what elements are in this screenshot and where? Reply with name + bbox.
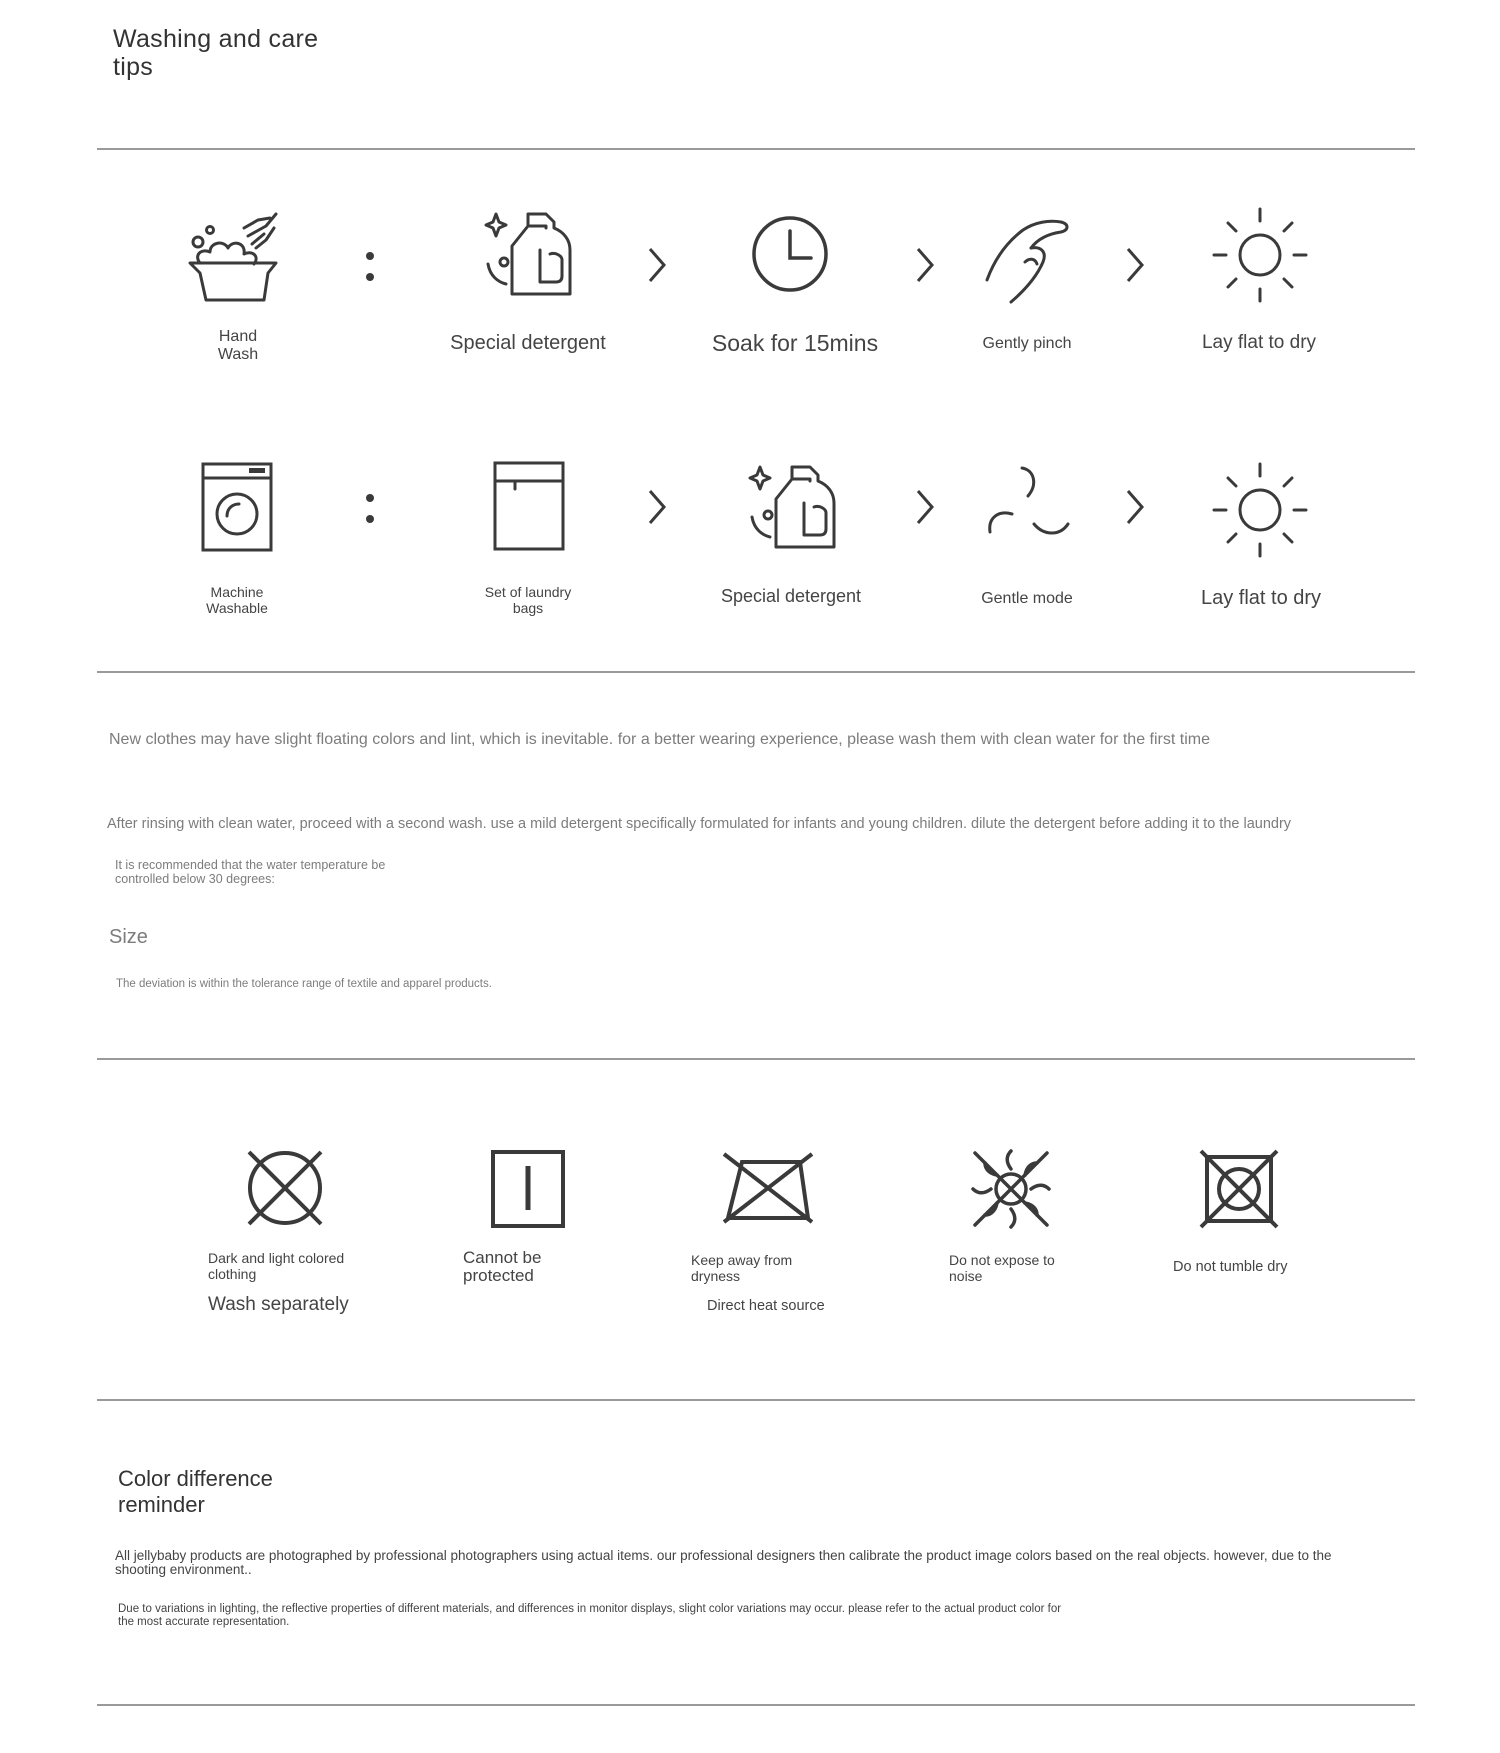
- page-title: Washing and care tips: [113, 25, 319, 81]
- chevron-right-icon: [916, 247, 934, 283]
- divider: [97, 1704, 1415, 1706]
- hand-wash-basin-icon: [188, 208, 288, 303]
- care-label: Do not expose to noise: [949, 1252, 1055, 1284]
- detergent-bottle-icon: [748, 459, 838, 551]
- color-reminder-title: Color difference reminder: [118, 1466, 273, 1517]
- first-wash-note: New clothes may have slight floating colors and lint, which is inevitable. for a better wearing experience, please wash them with clean water for the first time: [109, 731, 1210, 748]
- care-sublabel: Direct heat source: [707, 1298, 825, 1314]
- divider: [97, 148, 1415, 150]
- care-label: Keep away from dryness: [691, 1252, 793, 1284]
- sun-icon: [1212, 207, 1308, 303]
- chevron-right-icon: [648, 247, 666, 283]
- care-label: Cannot be protected: [463, 1248, 542, 1285]
- color-reminder-paragraph: All jellybaby products are photographed by professional photographers using actual items. our professional designers then calibrate the product image colors based on the real objects. however, due to the shooting environment..: [115, 1548, 1332, 1577]
- gentle-spin-icon: [988, 466, 1070, 544]
- step-label: Special detergent: [450, 332, 606, 354]
- step-label: Hand Wash: [217, 328, 259, 363]
- do-not-tumble-dry-icon: [1199, 1149, 1279, 1229]
- divider: [97, 1399, 1415, 1401]
- washing-machine-icon: [201, 462, 273, 552]
- step-label: Soak for 15mins: [711, 330, 879, 356]
- colon-separator: [365, 494, 375, 524]
- colon-separator: [365, 252, 375, 282]
- chevron-right-icon: [916, 489, 934, 525]
- do-not-sun-dry-icon: [971, 1149, 1051, 1229]
- step-label: Lay flat to dry: [1201, 332, 1317, 353]
- step-label: Lay flat to dry: [1200, 587, 1322, 609]
- chevron-right-icon: [1126, 247, 1144, 283]
- chevron-right-icon: [648, 489, 666, 525]
- chevron-right-icon: [1126, 489, 1144, 525]
- size-heading: Size: [109, 926, 148, 948]
- step-label: Gentle mode: [981, 590, 1073, 607]
- care-sublabel: Wash separately: [208, 1294, 349, 1315]
- do-not-iron-icon: [722, 1152, 814, 1224]
- temperature-note: It is recommended that the water temperature be controlled below 30 degrees:: [115, 858, 386, 886]
- divider: [97, 671, 1415, 673]
- care-label: Do not tumble dry: [1173, 1259, 1288, 1275]
- step-label: Set of laundry bags: [484, 584, 572, 616]
- divider: [97, 1058, 1415, 1060]
- care-label: Dark and light colored clothing: [208, 1250, 345, 1282]
- do-not-wash-icon: [247, 1150, 323, 1226]
- detergent-bottle-icon: [484, 206, 574, 298]
- step-label: Gently pinch: [982, 335, 1072, 352]
- clock-icon: [751, 215, 829, 293]
- size-note: The deviation is within the tolerance range of textile and apparel products.: [116, 978, 492, 990]
- step-label: Special detergent: [720, 586, 862, 606]
- step-label: Machine Washable: [206, 584, 268, 616]
- color-reminder-paragraph: Due to variations in lighting, the reflective properties of different materials, and differences in monitor displays, slight color variations may occur. please refer to the actual product color for the most accurate representation.: [118, 1603, 1062, 1628]
- hang-dry-icon: [491, 1150, 565, 1228]
- second-wash-note: After rinsing with clean water, proceed with a second wash. use a mild detergent specifically formulated for infants and young children. dilute the detergent before adding it to the laundry: [107, 816, 1292, 832]
- pinching-hand-icon: [985, 218, 1070, 306]
- sun-icon: [1212, 462, 1308, 558]
- laundry-bag-icon: [493, 461, 565, 551]
